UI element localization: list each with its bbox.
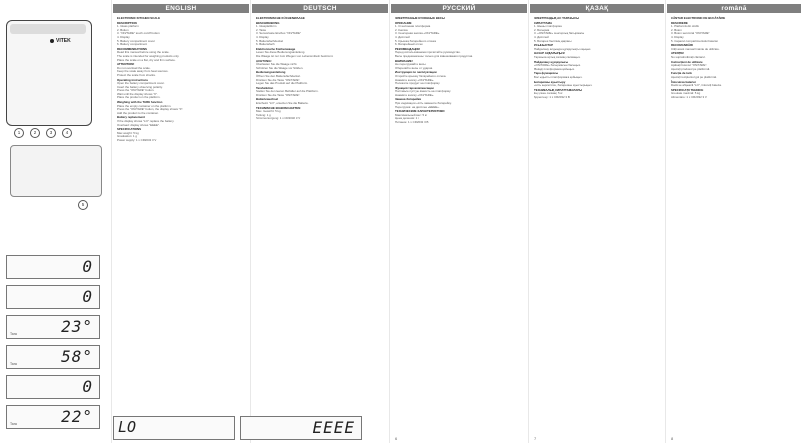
scale-display-area — [10, 24, 86, 34]
section-title: РЕКОМЕНДАЦИИ — [395, 46, 420, 51]
section-line: 4. Дисплей — [395, 34, 410, 39]
section-title: RECOMMENDATIONS — [117, 46, 147, 51]
section-line: Drücken Sie die Taste "ON/TARE". — [256, 92, 301, 97]
battery-compartment-drawing — [10, 145, 102, 197]
section-line: Open the battery compartment cover. — [117, 81, 165, 86]
section-line: 2. Button — [117, 27, 129, 32]
column-body — [671, 16, 797, 99]
callout-3: 3 — [46, 128, 56, 138]
display-example-1: 0 — [6, 255, 100, 279]
section-title: Замена батарейки — [395, 97, 422, 102]
section-line: 5. Battery compartment cover — [117, 38, 155, 43]
column-divider — [665, 0, 666, 443]
section-line: The scale is intended for weighing products only. — [117, 53, 180, 58]
section-title: ОПИСАНИЕ — [395, 20, 412, 25]
section-line: Graduation: 1 g — [117, 134, 137, 139]
section-line: 1. Platformă din sticlă — [671, 24, 699, 29]
section-title: RECOMANDĂRI — [671, 43, 694, 48]
column-header: română — [667, 4, 801, 13]
section-title: Instrucțiuni de utilizare — [671, 59, 703, 64]
section-line: Citiți acest manual înainte de utilizare. — [671, 46, 720, 51]
section-line: 3. «ON/TARE» сенсорлық батырмасы — [534, 31, 585, 36]
section-line: Перегрузка: на дисплее «EEEE». — [395, 104, 440, 109]
section-line: Поставьте пустую ёмкость на платформу. — [395, 89, 452, 94]
section-line: Nu supraîncărcați cântarul. — [671, 54, 706, 59]
intro-title: ЭЛЕКТРОНДЫҚ АС ТАРАЗЫСЫ — [534, 16, 580, 20]
section-title: ACHTUNG! — [256, 58, 272, 63]
section-title: ВНИМАНИЕ! — [395, 58, 413, 63]
section-line: Lesen Sie diese Bedienungsanleitung. — [256, 50, 306, 55]
column-kazakh — [530, 0, 664, 443]
section-title: СИПАТТАМА — [534, 20, 553, 25]
section-line: Keep the scale away from heat sources. — [117, 69, 169, 74]
column-header: ҚАЗАҚ — [530, 4, 664, 13]
section-title: Funcția de tară — [671, 71, 692, 76]
scale-drawing — [6, 20, 92, 126]
section-line: Legen Sie das Produkt auf die Plattform. — [256, 81, 308, 86]
display-example-4: Tara 58° — [6, 345, 100, 369]
intro-title: CÂNTAR ELECTRONIC DE BUCĂTĂRIE — [671, 16, 726, 20]
section-title: Battery replacement — [117, 115, 145, 120]
section-line: 3. Сенсорная кнопка «ON/TARE» — [395, 31, 440, 36]
section-line: 1. Стеклянная платформа — [395, 24, 431, 29]
section-title: Функция тарокомпенсации — [395, 85, 434, 90]
section-title: Батареяны ауыстыру — [534, 79, 566, 84]
intro-title: ELECTRONIC KITCHEN SCALE — [117, 16, 161, 20]
section-line: Не перегружайте весы. — [395, 62, 427, 67]
section-line: 2. Taste — [256, 27, 267, 32]
column-body — [395, 16, 523, 125]
callout-4: 4 — [62, 128, 72, 138]
column-body — [117, 16, 245, 143]
section-line: 4. Display — [117, 34, 130, 39]
section-line: Überlasten Sie die Waage nicht. — [256, 62, 298, 67]
section-line: 3. Sensortaste Ein/Aus "ON/TARE" — [256, 31, 301, 36]
section-line: Ең үлкен салмақ: 5 кг — [534, 91, 563, 96]
section-title: SPECIFICAȚII TEHNICE — [671, 87, 704, 92]
section-line: Перед использованием прочитайте руководство. — [395, 50, 461, 55]
section-line: «ON/TARE» батырмасын басыңыз. — [534, 63, 581, 68]
section-line: Нажмите кнопку «ON/TARE». — [395, 92, 435, 97]
intro-title: ЭЛЕКТРОННЫЕ КУХОННЫЕ ВЕСЫ — [395, 16, 445, 20]
section-title: Înlocuirea bateriei — [671, 79, 696, 84]
section-title: Тара функциясы — [534, 71, 559, 76]
section-line: Питание: 1 x CR2032 3 В — [395, 120, 429, 125]
section-line: 2. Buton — [671, 27, 682, 32]
column-header: DEUTSCH — [252, 4, 388, 13]
section-title: Инструкция по эксплуатации — [395, 70, 437, 75]
section-line: 4. Дисплей — [534, 34, 549, 39]
brand-logo: VITEK — [50, 38, 71, 44]
section-title: Elektronische Küchenwaage — [256, 46, 296, 51]
display-example-2: 0 — [6, 285, 100, 309]
column-deutsch — [252, 0, 388, 443]
column-divider — [111, 0, 112, 443]
section-title: Operating instructions — [117, 77, 148, 82]
section-line: 6. Batteriefach — [256, 42, 275, 47]
display-low-battery: LO — [113, 416, 235, 440]
section-line: 1. Шыны платформа — [534, 24, 562, 29]
section-line: 5. Крышка батарейного отсека — [395, 38, 436, 43]
display-example-6: Tara 22° — [6, 405, 100, 429]
column-divider — [528, 0, 529, 443]
section-line: Greutate maximă: 5 kg — [671, 91, 701, 96]
section-title: Bedienungsanleitung — [256, 70, 286, 75]
section-line: Teilung: 1 g — [256, 112, 271, 117]
section-title: ТЕХНИЧЕСКИЕ ХАРАКТЕРИСТИКИ — [395, 109, 445, 114]
section-line: Stromversorgung: 1 x CR2032 3 V — [256, 116, 301, 121]
page-number: 7 — [534, 436, 537, 441]
section-line: Read this manual before using the scale. — [117, 50, 170, 55]
sections — [395, 22, 523, 125]
section-line: 6. Battery compartment — [117, 42, 148, 47]
section-title: ATENȚIE! — [671, 51, 685, 56]
section-line: Öffnen Sie den Batteriefachdeckel. — [256, 73, 301, 78]
section-line: Цена деления: 1 г — [395, 116, 420, 121]
section-line: If the display shows "LO" replace the battery. — [117, 119, 175, 124]
column-body — [534, 16, 660, 99]
section-line: Максимальный вес: 5 кг — [395, 112, 428, 117]
column-header: ENGLISH — [113, 4, 249, 13]
column-body — [256, 16, 384, 121]
section-line: Apăsați butonul "ON/TARE". — [671, 63, 708, 68]
section-line: Die Waage ist nur zum Wiegen von Lebensmitteln bestimmt. — [256, 53, 334, 58]
section-title: Tarafunktion — [256, 85, 274, 90]
section-line: Schützen Sie die Waage vor Stößen. — [256, 65, 304, 70]
section-line: 1. Glasplattform — [256, 24, 277, 29]
callout-1: 1 — [14, 128, 24, 138]
section-line: Do not overload the scale. — [117, 65, 151, 70]
callout-2: 2 — [30, 128, 40, 138]
section-title: DESCRIPTION — [117, 20, 137, 25]
section-line: Power supply: 1 x CR2032 3 V — [117, 138, 157, 142]
section-line: 2. Батырма — [534, 27, 550, 32]
section-line: 1. Glass platform — [117, 24, 139, 29]
section-line: При индикации «LO» замените батарейку. — [395, 101, 452, 106]
section-line: 4. Display — [256, 34, 269, 39]
section-line: Erscheint "LO", ersetzen Sie die Batterie. — [256, 101, 309, 106]
section-line: Қоректену: 1 x CR2032 3 В — [534, 94, 570, 99]
section-title: DESCRIERE — [671, 20, 688, 25]
section-line: Откройте крышку батарейного отсека. — [395, 73, 447, 78]
section-line: «LO» көрсетілсе, батареяны ауыстырыңыз. — [534, 83, 593, 88]
display-example-3: Tara 23° — [6, 315, 100, 339]
section-title: НАЗАР АУДАРЫҢЫЗ! — [534, 51, 566, 56]
section-title: Weighing with the TARE function — [117, 100, 163, 105]
section-line: Stellen Sie den leeren Behälter auf die Plattform. — [256, 89, 319, 94]
section-line: Alimentare: 1 x CR2032 3 V — [671, 94, 707, 99]
section-title: BESCHREIBUNG — [256, 20, 280, 25]
sections — [534, 22, 660, 100]
section-line: Dacă se afișează "LO", înlocuiți bateria. — [671, 83, 722, 88]
section-line: Place the empty container on the platform. — [117, 103, 172, 108]
section-line: Таразыға артық салмақ салмаңыз. — [534, 54, 581, 59]
section-line: 4. Display — [671, 34, 684, 39]
section-title: ТЕХНИКАЛЫҚ СИПАТТАМАЛАРЫ — [534, 87, 583, 92]
section-line: Press the "ON/TARE" button. — [117, 88, 155, 93]
page-number: 6 — [395, 436, 398, 441]
column-divider — [389, 0, 390, 443]
column-english — [113, 0, 249, 443]
section-line: 6. Батарейный отсек — [395, 42, 423, 47]
section-line: Нажмите кнопку «ON/TARE». — [395, 77, 435, 82]
section-line: Drücken Sie die Taste "ON/TARE". — [256, 77, 301, 82]
section-title: Пайдалану нұсқаулығы — [534, 59, 569, 64]
section-line: Protect the scale from shocks. — [117, 72, 156, 77]
section-line: Max weight: 5 kg — [117, 130, 139, 135]
callout-5: 5 — [78, 200, 88, 210]
section-line: 3. Buton senzorial "ON/TARE" — [671, 31, 710, 36]
section-line: Wait until the display shows "0". — [117, 91, 158, 96]
section-title: Batteriewechsel — [256, 97, 279, 102]
column-romana — [667, 0, 801, 443]
section-line: Весы предназначены только для взвешивания продуктов. — [395, 53, 473, 58]
section-title: ҰСЫНЫСТАР — [534, 43, 554, 48]
section-line: Place the scale on a flat, dry and firm surface. — [117, 57, 176, 62]
section-line: Өнімді платформаға қойыңыз. — [534, 66, 575, 71]
sections — [256, 22, 384, 121]
section-line: 5. Батарея бөлігінің қақпағы — [534, 38, 572, 43]
section-line: Overload: display shows "EEEE". — [117, 122, 160, 127]
section-line: Max. Gewicht: 5 kg — [256, 109, 281, 114]
section-line: Оберегайте весы от ударов. — [395, 65, 433, 70]
section-line: 5. Batteriefachdeckel — [256, 38, 283, 43]
section-line: Положите продукт на платформу. — [395, 81, 441, 86]
section-line: Бос ыдысты платформаға қойыңыз. — [534, 74, 583, 79]
section-line: Insert the battery observing polarity. — [117, 84, 163, 89]
sections — [671, 22, 797, 100]
column-header: РУССКИЙ — [391, 4, 527, 13]
display-overload: EEEE — [240, 416, 362, 440]
sections — [117, 22, 245, 143]
device-illustration-column — [0, 0, 110, 443]
column-russian — [391, 0, 527, 443]
section-line: 5. Capacul compartimentului bateriei — [671, 38, 718, 43]
section-line: Add the product to the container. — [117, 110, 159, 115]
section-line: Пайдалану алдында нұсқаулықты оқыңыз. — [534, 46, 592, 51]
display-example-5: 0 — [6, 375, 100, 399]
section-line: Place the product on the platform. — [117, 95, 161, 100]
section-line: 2. Кнопка — [395, 27, 408, 32]
section-title: SPECIFICATIONS — [117, 127, 142, 132]
section-title: TECHNISCHE EIGENSCHAFTEN — [256, 105, 301, 110]
section-line: 3. "ON/TARE" touch on/off button — [117, 31, 160, 36]
section-line: Așezați produsul pe platformă. — [671, 66, 711, 71]
column-divider — [250, 0, 251, 443]
page-number: 8 — [671, 436, 674, 441]
section-line: Așezați recipientul gol pe platformă. — [671, 74, 717, 79]
intro-title: ELEKTRONISCHE KÜCHENWAAGE — [256, 16, 305, 20]
section-title: ATTENTION! — [117, 62, 135, 67]
section-line: Press the "ON/TARE" button, the display shows "0". — [117, 107, 184, 112]
